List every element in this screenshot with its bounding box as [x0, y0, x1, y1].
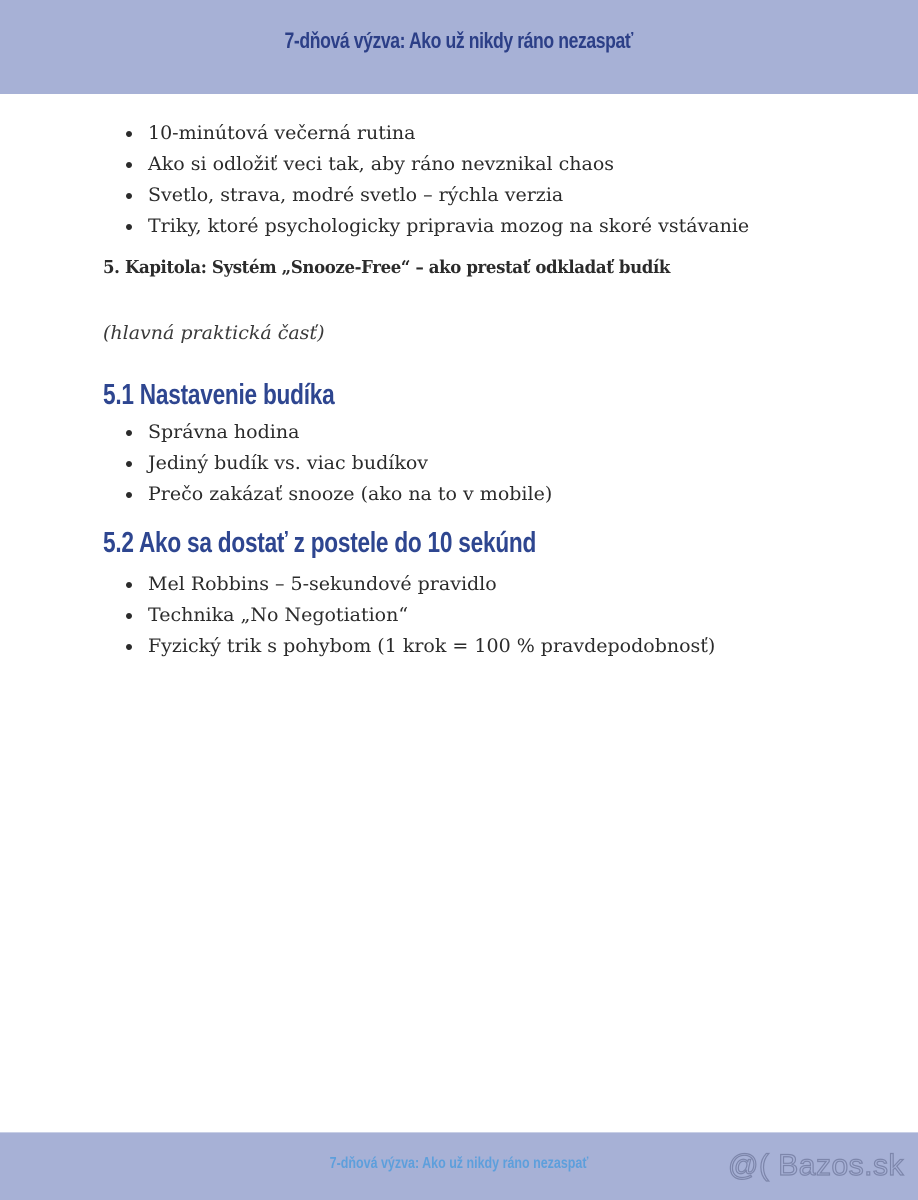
chapter-title: 5. Kapitola: Systém „Snooze-Free“ – ako prestať odkladať budík [103, 257, 671, 278]
section-heading-5-2: 5.2 Ako sa dostať z postele do 10 sekúnd [103, 527, 537, 559]
list-item: Triky, ktoré psychologicky pripravia mozog na skoré vstávanie [103, 211, 883, 242]
list-item: Technika „No Negotiation“ [103, 600, 883, 631]
page-content [103, 118, 883, 662]
list-item: 10-minútová večerná rutina [103, 118, 883, 149]
list-item: Prečo zakázať snooze (ako na to v mobile) [103, 479, 883, 510]
section-5-2-bullet-list [103, 569, 883, 662]
page-header [0, 0, 918, 94]
list-item: Svetlo, strava, modré svetlo – rýchla verzia [103, 180, 883, 211]
page-footer [0, 1132, 918, 1200]
section-5-1-bullet-list [103, 417, 883, 510]
intro-bullet-list [103, 118, 883, 242]
bazos-watermark: @( Bazos.sk [728, 1149, 904, 1182]
list-item: Fyzický trik s pohybom (1 krok = 100 % pravdepodobnosť) [103, 631, 883, 662]
footer-title: 7-dňová výzva: Ako už nikdy ráno nezaspať [329, 1155, 589, 1172]
list-item: Mel Robbins – 5-sekundové pravidlo [103, 569, 883, 600]
header-title: 7-dňová výzva: Ako už nikdy ráno nezaspať [284, 28, 634, 53]
list-item: Jediný budík vs. viac budíkov [103, 448, 883, 479]
chapter-note: (hlavná praktická časť) [103, 322, 325, 344]
list-item: Ako si odložiť veci tak, aby ráno nevznikal chaos [103, 149, 883, 180]
section-heading-5-1: 5.1 Nastavenie budíka [103, 379, 335, 411]
list-item: Správna hodina [103, 417, 883, 448]
